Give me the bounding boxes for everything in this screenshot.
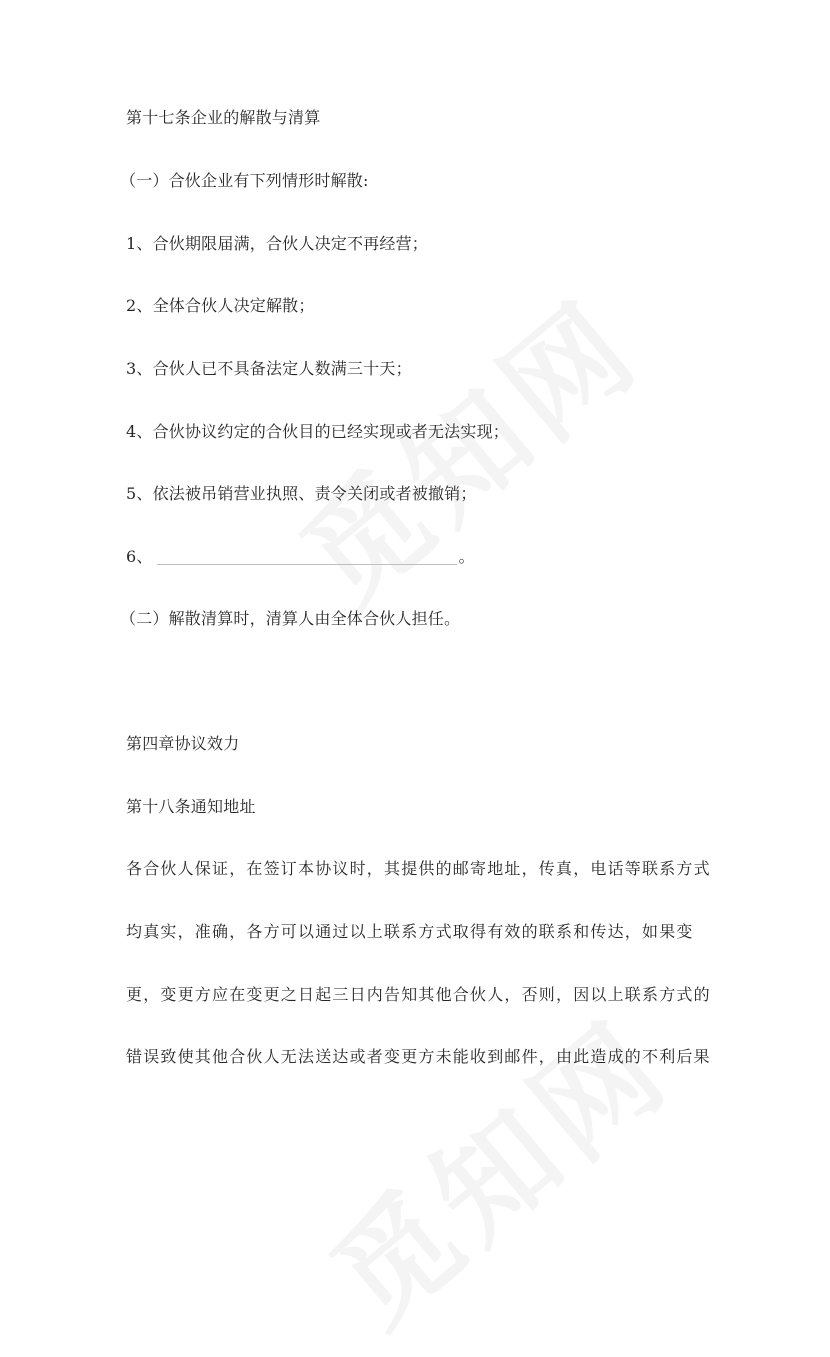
liquidation-clause: （二）解散清算时，清算人由全体合伙人担任。 [120, 609, 461, 628]
chapter-4-title: 第四章协议效力 [126, 734, 240, 753]
dissolution-item-2: 2、全体合伙人决定解散； [126, 296, 315, 315]
dissolution-item-5: 5、依法被吊销营业执照、责令关闭或者被撤销； [126, 484, 477, 503]
dissolution-item-4: 4、合伙协议约定的合伙目的已经实现或者无法实现； [126, 422, 509, 441]
notice-paragraph-line-1: 各合伙人保证，在签订本协议时，其提供的邮寄地址，传真，电话等联系方式 [126, 859, 711, 878]
fill-in-blank-line[interactable] [157, 563, 457, 565]
item-6-suffix: 。 [458, 547, 475, 566]
dissolution-intro: （一）合伙企业有下列情形时解散: [120, 171, 369, 190]
notice-paragraph-line-2: 均真实，准确，各方可以通过以上联系方式取得有效的联系和传达，如果变 [126, 922, 694, 941]
dissolution-item-3: 3、合伙人已不具备法定人数满三十天； [126, 359, 412, 378]
dissolution-item-1: 1、合伙期限届满，合伙人决定不再经营； [126, 234, 428, 253]
section-17-title: 第十七条企业的解散与清算 [126, 108, 321, 127]
section-18-title: 第十八条通知地址 [126, 797, 256, 816]
watermark-bottom [290, 975, 699, 1357]
notice-paragraph-line-4: 错误致使其他合伙人无法送达或者变更方未能收到邮件，由此造成的不利后果 [126, 1047, 711, 1066]
watermark [260, 255, 669, 637]
dissolution-item-6 [126, 547, 475, 567]
notice-paragraph-line-3: 更，变更方应在变更之日起三日内告知其他合伙人，否则，因以上联系方式的 [126, 985, 711, 1004]
item-6-prefix: 6、 [126, 547, 153, 566]
